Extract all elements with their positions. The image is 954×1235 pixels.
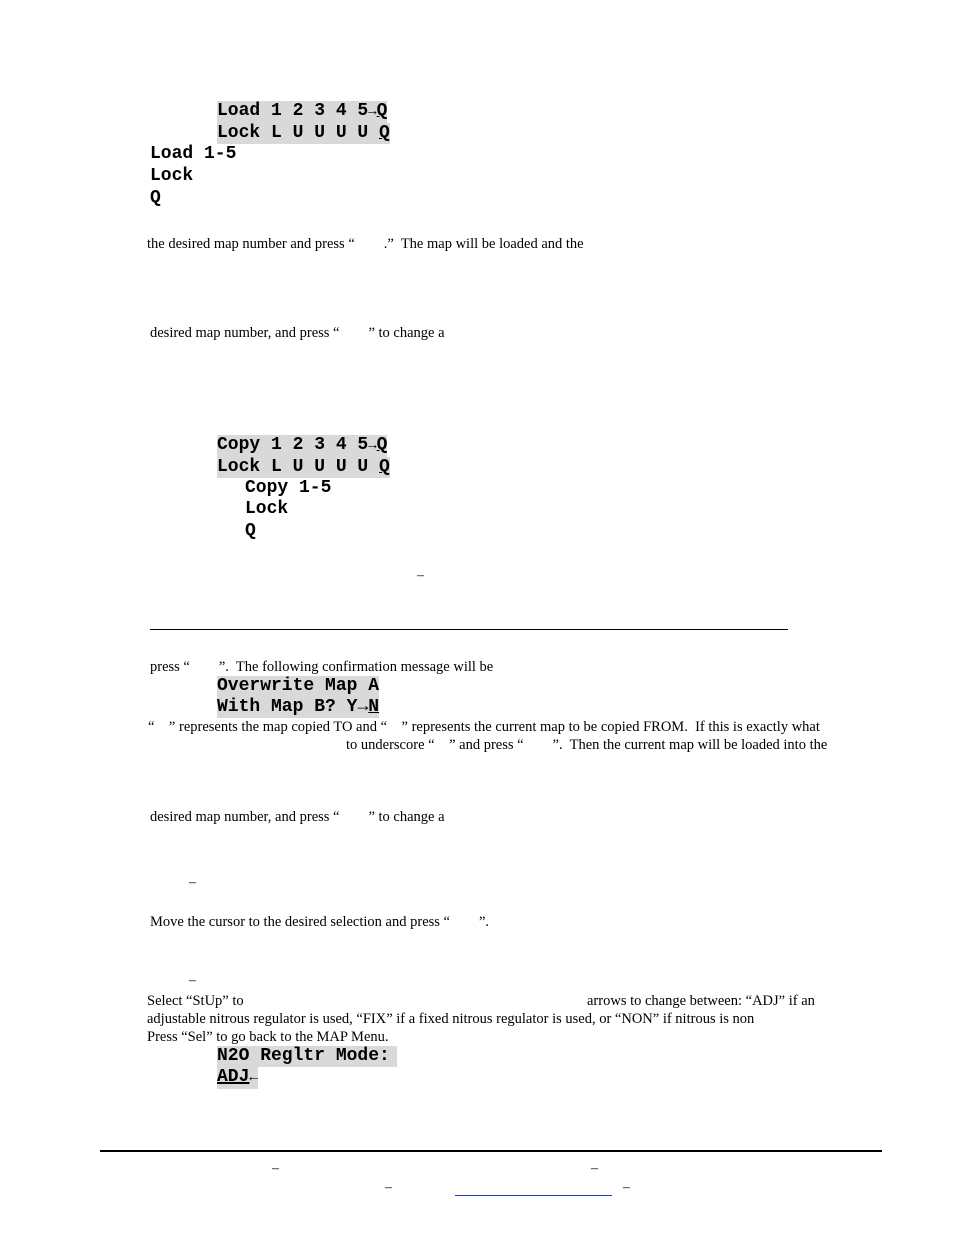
footer-dash-1: – [272, 1161, 279, 1176]
paragraph-represents-1: “ ” represents the map copied TO and “ ” represents the current map to be copied FROM. If this is exactly what [148, 719, 820, 735]
footer-dash-3: – [385, 1180, 392, 1195]
paragraph-lock-1: desired map number, and press “ ” to change a [150, 325, 445, 341]
copy-menu-label-3: Q [245, 521, 256, 541]
footer-link-underline[interactable] [455, 1195, 612, 1196]
copy-menu-line-1 [217, 435, 387, 457]
dash-mark-2: – [189, 875, 196, 890]
footer-divider [100, 1150, 882, 1152]
overwrite-confirm-line-2-end: N [368, 697, 380, 717]
paragraph-represents-2: to underscore “ ” and press “ ”. Then the current map will be loaded into the [346, 737, 828, 753]
copy-menu-label-1: Copy 1-5 [245, 478, 332, 498]
load-menu-line-2-text: Lock L U U U U [217, 123, 380, 143]
left-arrow-icon: ← [249, 1070, 258, 1086]
load-menu-line-1 [217, 101, 387, 123]
n2o-regulator-display [217, 1046, 397, 1089]
paragraph-stup-1a: Select “StUp” to [147, 993, 244, 1009]
paragraph-stup-2: adjustable nitrous regulator is used, “FIX” if a fixed nitrous regulator is used, or “NON” if nitrous is non [147, 1011, 755, 1027]
right-arrow-icon: → [368, 438, 377, 454]
paragraph-press: press “ ”. The following confirmation message will be [150, 659, 494, 675]
load-menu-line-1-end: Q [376, 101, 388, 121]
right-arrow-icon: → [357, 697, 369, 717]
copy-menu-line-1-end: Q [376, 435, 388, 455]
load-menu-label-2: Lock [150, 166, 194, 186]
overwrite-confirm-line-1 [217, 676, 379, 697]
copy-menu-display [217, 435, 390, 478]
load-menu-line-2 [217, 123, 390, 144]
paragraph-stup-1b: arrows to change between: “ADJ” if an [587, 993, 815, 1009]
load-menu-line-2-end: Q [379, 123, 390, 143]
copy-menu-label-2: Lock [245, 499, 289, 519]
copy-menu-line-2 [217, 457, 390, 478]
load-menu-line-1-text: Load 1 2 3 4 5 [217, 101, 369, 121]
overwrite-confirm-line-2 [217, 697, 379, 718]
load-menu-label-3: Q [150, 188, 161, 208]
copy-menu-line-2-end: Q [379, 457, 390, 477]
copy-menu-line-2-text: Lock L U U U U [217, 457, 380, 477]
overwrite-confirm-line-2-text: With Map B? Y [217, 697, 358, 717]
footer-dash-2: – [591, 1161, 598, 1176]
paragraph-move-cursor: Move the cursor to the desired selection and press “ ”. [150, 914, 490, 930]
dash-mark-3: – [189, 973, 196, 988]
load-menu-label-1: Load 1-5 [150, 144, 237, 164]
overwrite-confirm-line-1-end: A [368, 676, 380, 696]
copy-menu-line-1-text: Copy 1 2 3 4 5 [217, 435, 369, 455]
overwrite-confirm-line-1-text: Overwrite Map [217, 676, 369, 696]
footer-dash-4: – [623, 1180, 630, 1195]
n2o-regulator-line-1: N2O Regltr Mode: [217, 1046, 397, 1067]
right-arrow-icon: → [368, 104, 377, 120]
paragraph-load: the desired map number and press “ .” The map will be loaded and the [147, 236, 584, 252]
dash-mark-1: – [417, 568, 424, 583]
n2o-regulator-mode-value: ADJ [217, 1067, 250, 1087]
section-divider [150, 629, 788, 630]
paragraph-stup-3: Press “Sel” to go back to the MAP Menu. [147, 1029, 389, 1045]
overwrite-confirm-display [217, 676, 379, 718]
load-menu-display [217, 101, 390, 144]
n2o-regulator-line-2 [217, 1067, 258, 1089]
paragraph-lock-2: desired map number, and press “ ” to change a [150, 809, 445, 825]
